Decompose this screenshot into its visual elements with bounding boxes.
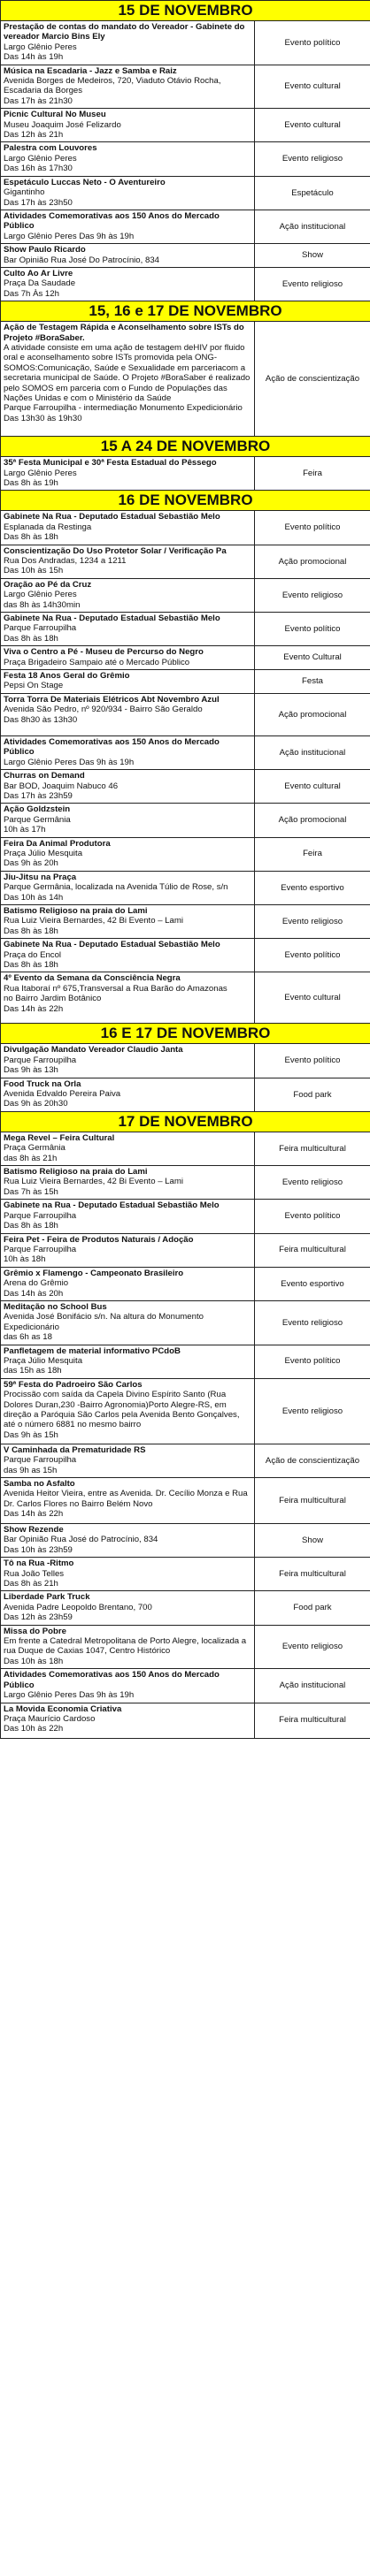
event-info: Parque Farroupilha - intermediação Monumento Expedicionário (4, 403, 243, 414)
event-details (1, 1267, 255, 1300)
event-info: Das 8h às 21h (4, 1579, 58, 1589)
event-info: Bar Opinião Rua José do Patrocínio, 834 (4, 1535, 158, 1545)
event-info: Das 9h às 15h (4, 1429, 58, 1440)
event-title: Espetáculo Luccas Neto - O Aventureiro (4, 177, 166, 187)
event-info: das 8h às 14h30min (4, 599, 81, 610)
event-row (1, 972, 370, 1024)
event-category: Ação promocional (255, 693, 370, 735)
event-category: Feira (255, 837, 370, 871)
event-info: Avenida Heitor Vieira, entre as Avenida. Dr. Cecílio Monza e Rua Dr. Carlos Flores no Bairro Belém Novo (4, 1489, 248, 1509)
event-row (1, 21, 370, 65)
event-row (1, 1524, 370, 1558)
date-header: 15, 16 e 17 DE NOVEMBRO (1, 301, 370, 322)
event-details (1, 693, 255, 735)
event-row (1, 545, 370, 578)
event-info: das 8h às 21h (4, 1153, 58, 1163)
event-info: Praça Germânia (4, 1143, 66, 1154)
event-details (1, 1378, 255, 1444)
event-info: Rua Dos Andradas, 1234 a 1211 (4, 556, 127, 566)
event-details (1, 1478, 255, 1524)
event-info: Largo Glênio Peres Das 9h às 19h (4, 231, 135, 241)
event-category: Feira multicultural (255, 1558, 370, 1591)
event-title: Conscientização Do Uso Protetor Solar / Verificação Pa (4, 545, 227, 556)
event-category: Ação institucional (255, 1669, 370, 1703)
event-info: Largo Glênio Peres Das 9h às 19h (4, 757, 135, 767)
event-row (1, 267, 370, 301)
event-title: Samba no Asfalto (4, 1479, 75, 1489)
event-title: Gabinete na Rua - Deputado Estadual Sebastião Melo (4, 1200, 220, 1211)
event-info: Largo Glênio Peres (4, 468, 77, 478)
event-info: das 6h as 18 (4, 1332, 52, 1343)
event-title: Atividades Comemorativas aos 150 Anos do Mercado Público (4, 1670, 220, 1690)
event-row (1, 939, 370, 972)
event-details (1, 1132, 255, 1165)
event-title: Oração ao Pé da Cruz (4, 579, 92, 590)
event-row (1, 1044, 370, 1078)
event-info: Avenida Padre Leopoldo Brentano, 700 (4, 1602, 152, 1612)
event-info: Das 17h às 23h50 (4, 197, 73, 208)
event-category: Evento esportivo (255, 1267, 370, 1300)
event-info: Das 8h às 18h (4, 926, 58, 936)
event-info: Das 14h às 22h (4, 1509, 64, 1520)
event-info: Das 7h Às 12h (4, 288, 59, 299)
event-details (1, 511, 255, 545)
event-row (1, 1558, 370, 1591)
event-category: Ação promocional (255, 545, 370, 578)
event-category: Feira (255, 457, 370, 491)
date-header: 15 A 24 DE NOVEMBRO (1, 437, 370, 457)
event-title: V Caminhada da Prematuridade RS (4, 1444, 146, 1455)
event-category: Festa (255, 670, 370, 694)
event-info: Largo Glênio Peres (4, 42, 77, 52)
event-title: Gabinete Na Rua - Deputado Estadual Sebastião Melo (4, 940, 220, 950)
event-row (1, 176, 370, 210)
event-title: Show Paulo Ricardo (4, 245, 86, 255)
event-info: Das 9h às 20h (4, 858, 58, 869)
event-category: Food park (255, 1591, 370, 1625)
event-category: Evento religioso (255, 142, 370, 176)
event-details (1, 1444, 255, 1477)
event-category: Ação de conscientização (255, 322, 370, 437)
event-category: Evento religioso (255, 1625, 370, 1669)
event-row (1, 1669, 370, 1703)
event-category: Evento cultural (255, 770, 370, 804)
event-category: Feira multicultural (255, 1233, 370, 1267)
event-info: Rua Itaboraí nº 675,Transversal a Rua Barão do Amazonas (4, 983, 227, 994)
event-details (1, 142, 255, 176)
date-header-row (1, 1111, 370, 1132)
event-info: 10h às 17h (4, 825, 46, 835)
event-details (1, 176, 255, 210)
event-title: Palestra com Louvores (4, 143, 97, 154)
event-category: Evento religioso (255, 904, 370, 938)
event-row (1, 1166, 370, 1200)
event-info: Das 14h às 20h (4, 1288, 64, 1299)
event-details (1, 578, 255, 612)
event-row (1, 837, 370, 871)
event-info: Das 17h às 23h59 (4, 790, 73, 801)
event-category: Evento religioso (255, 1166, 370, 1200)
event-details (1, 804, 255, 837)
event-category: Evento religioso (255, 578, 370, 612)
event-info: Das 8h às 18h (4, 1221, 58, 1231)
event-category: Evento cultural (255, 972, 370, 1024)
event-category: Feira multicultural (255, 1478, 370, 1524)
event-details (1, 1233, 255, 1267)
event-row (1, 578, 370, 612)
event-info: Parque Germânia, localizada na Avenida Túlio de Rose, s/n (4, 882, 228, 893)
event-info: Das 8h às 19h (4, 477, 58, 488)
event-title: 4º Evento da Semana da Consciência Negra (4, 973, 181, 984)
event-row (1, 770, 370, 804)
event-info: Das 8h30 às 13h30 (4, 714, 78, 725)
event-row (1, 1478, 370, 1524)
event-category: Food park (255, 1078, 370, 1111)
event-info: Das 13h30 às 19h30 (4, 413, 82, 423)
event-info: A atividade consiste em uma ação de testagem deHIV por fluido oral e aconselhamento sobre ISTs promovida pela ONG-SOMOS:Comunicação, Saúde e Sexualidade em parceriacom a secretaria municipal de Saúde. O Projeto #BoraSaber é realizado pelo SOMOS em parceria com o Fundo de Populações das Nações Unidas e com o Ministério da Saúde (4, 342, 251, 403)
event-title: Batismo Religioso na praia do Lami (4, 905, 148, 916)
event-details (1, 1591, 255, 1625)
event-title: Mega Revel – Feira Cultural (4, 1132, 115, 1143)
event-row (1, 1200, 370, 1233)
event-row (1, 210, 370, 243)
event-info: Rua João Telles (4, 1568, 65, 1579)
event-row (1, 1300, 370, 1345)
event-info: Das 10h às 23h59 (4, 1544, 73, 1555)
event-row (1, 1233, 370, 1267)
event-title: 35ª Festa Municipal e 30ª Festa Estadual do Pêssego (4, 458, 217, 469)
event-row (1, 109, 370, 142)
event-row (1, 1132, 370, 1165)
event-title: Food Truck na Orla (4, 1078, 81, 1089)
event-info: Esplanada da Restinga (4, 522, 92, 532)
event-title: Gabinete Na Rua - Deputado Estadual Sebastião Melo (4, 512, 220, 522)
event-details (1, 1558, 255, 1591)
event-row (1, 1345, 370, 1378)
event-row (1, 142, 370, 176)
event-category: Evento Cultural (255, 646, 370, 670)
event-title: Viva o Centro a Pé - Museu de Percurso do Negro (4, 647, 204, 658)
date-header: 16 E 17 DE NOVEMBRO (1, 1024, 370, 1044)
event-info: Das 10h às 22h (4, 1724, 64, 1734)
event-row (1, 670, 370, 694)
event-info: Bar BOD, Joaquim Nabuco 46 (4, 781, 119, 791)
event-category: Evento político (255, 613, 370, 646)
event-title: Ação de Testagem Rápida e Aconselhamento sobre ISTs do Projeto #BoraSaber. (4, 323, 244, 343)
event-title: Divulgação Mandato Vereador Claudio Janta (4, 1045, 183, 1056)
event-title: Jiu-Jitsu na Praça (4, 872, 77, 882)
event-info: Parque Farroupilha (4, 623, 77, 634)
event-category: Evento cultural (255, 109, 370, 142)
event-info: Largo Glênio Peres Das 9h às 19h (4, 1690, 135, 1701)
event-info: Das 8h às 18h (4, 532, 58, 543)
event-info: Bar Opinião Rua José Do Patrocínio, 834 (4, 255, 159, 265)
event-info: Praça Brigadeiro Sampaio até o Mercado Público (4, 657, 190, 667)
event-category: Evento religioso (255, 1300, 370, 1345)
event-row (1, 457, 370, 491)
event-info: Rua Luiz Vieira Bernardes, 42 Bi Evento – Lami (4, 1177, 184, 1187)
event-details (1, 244, 255, 268)
event-details (1, 109, 255, 142)
event-category: Evento político (255, 1345, 370, 1378)
event-details (1, 65, 255, 109)
event-category: Evento político (255, 1044, 370, 1078)
event-category: Feira multicultural (255, 1703, 370, 1738)
event-info: das 15h as 18h (4, 1366, 62, 1376)
event-row (1, 646, 370, 670)
event-info: Procissão com saída da Capela Divino Espírito Santo (Rua Dolores Duran,230 -Bairro Agronomia)Porto Alegre-RS, em direção a Paróquia São Carlos pela Avenida Bento Gonçalves, até o número 6881 no mesmo bairro (4, 1390, 240, 1430)
event-details (1, 1300, 255, 1345)
event-details (1, 972, 255, 1024)
event-category: Ação promocional (255, 804, 370, 837)
event-title: Gabinete Na Rua - Deputado Estadual Sebastião Melo (4, 614, 220, 624)
event-info: Parque Farroupilha (4, 1244, 77, 1254)
event-row (1, 871, 370, 904)
event-details (1, 1524, 255, 1558)
event-category: Ação institucional (255, 210, 370, 243)
event-details (1, 545, 255, 578)
event-title: Batismo Religioso na praia do Lami (4, 1167, 148, 1177)
event-info: Gigantinho (4, 187, 45, 198)
event-info: Praça do Encol (4, 949, 62, 960)
event-info: Das 14h às 22h (4, 1003, 64, 1014)
event-category: Evento cultural (255, 65, 370, 109)
date-header-row (1, 1024, 370, 1044)
event-details (1, 837, 255, 871)
event-info: 10h às 18h (4, 1254, 46, 1265)
date-header-row (1, 301, 370, 322)
event-title: 59ª Festa do Padroeiro São Carlos (4, 1379, 143, 1390)
event-title: Liberdade Park Truck (4, 1592, 90, 1603)
event-category: Feira multicultural (255, 1132, 370, 1165)
event-info: das 9h as 15h (4, 1465, 58, 1475)
event-title: Feira Pet - Feira de Produtos Naturais / Adoção (4, 1234, 194, 1245)
event-info: Praça Da Saudade (4, 278, 76, 289)
date-header-row (1, 437, 370, 457)
event-info: Avenida Edvaldo Pereira Paiva (4, 1089, 121, 1100)
event-title: Show Rezende (4, 1525, 64, 1535)
event-info: Parque Farroupilha (4, 1455, 77, 1466)
date-header-row (1, 491, 370, 511)
event-row (1, 904, 370, 938)
event-row (1, 1591, 370, 1625)
event-info: Das 10h às 14h (4, 892, 64, 903)
event-details (1, 1044, 255, 1078)
event-row (1, 1703, 370, 1738)
event-row (1, 322, 370, 437)
date-header: 17 DE NOVEMBRO (1, 1111, 370, 1132)
event-category: Ação institucional (255, 735, 370, 769)
event-info: Das 8h às 18h (4, 633, 58, 644)
event-details (1, 1669, 255, 1703)
event-title: Feira Da Animal Produtora (4, 838, 111, 849)
event-category: Evento político (255, 1200, 370, 1233)
event-info: Das 10h às 15h (4, 566, 64, 576)
event-info: Das 8h às 18h (4, 960, 58, 970)
event-details (1, 1166, 255, 1200)
event-row (1, 804, 370, 837)
event-title: Torra Torra De Materiais Elétricos Abt Novembro Azul (4, 694, 220, 705)
event-title: Prestação de contas do mandato do Vereador - Gabinete do vereador Marcio Bins Ely (4, 22, 245, 42)
event-details (1, 322, 255, 437)
event-title: Meditação no School Bus (4, 1301, 107, 1312)
event-details (1, 21, 255, 65)
event-title: Ação Goldzstein (4, 804, 71, 815)
event-details (1, 267, 255, 301)
event-details (1, 1200, 255, 1233)
event-details (1, 770, 255, 804)
event-info: Praça Júlio Mesquita (4, 1355, 83, 1366)
event-category: Evento político (255, 939, 370, 972)
event-details (1, 1625, 255, 1669)
event-category: Evento político (255, 511, 370, 545)
event-row (1, 735, 370, 769)
event-details (1, 210, 255, 243)
event-title: Atividades Comemorativas aos 150 Anos do Mercado Público (4, 736, 220, 758)
event-row (1, 1267, 370, 1300)
event-title: Atividades Comemorativas aos 150 Anos do Mercado Público (4, 210, 220, 232)
event-info: no Bairro Jardim Botânico (4, 994, 102, 1004)
event-row (1, 1078, 370, 1111)
event-title: Festa 18 Anos Geral do Grêmio (4, 671, 130, 682)
event-info: Parque Farroupilha (4, 1210, 77, 1221)
event-details (1, 613, 255, 646)
event-details (1, 670, 255, 694)
event-info: Arena do Grêmio (4, 1278, 69, 1289)
event-category: Show (255, 1524, 370, 1558)
event-row (1, 1378, 370, 1444)
event-info: Parque Germânia (4, 814, 71, 825)
event-title: Churras on Demand (4, 771, 85, 781)
event-category: Evento religioso (255, 1378, 370, 1444)
event-title: La Movida Economia Criativa (4, 1703, 122, 1714)
event-title: Culto Ao Ar Livre (4, 268, 73, 278)
event-info: Rua Luiz Vieira Bernardes, 42 Bi Evento – Lami (4, 916, 184, 926)
event-info: Das 16h às 17h30 (4, 164, 73, 174)
event-category: Show (255, 244, 370, 268)
event-row (1, 1444, 370, 1477)
event-info: Avenida São Pedro, nº 920/934 - Bairro São Geraldo (4, 705, 203, 715)
event-details (1, 1703, 255, 1738)
event-details (1, 1345, 255, 1378)
event-category: Evento religioso (255, 267, 370, 301)
event-details (1, 646, 255, 670)
event-info: Pepsi On Stage (4, 681, 64, 691)
event-info: Das 10h às 18h (4, 1656, 64, 1666)
event-info: Avenida José Bonifácio s/n. Na altura do Monumento Expedicionário (4, 1312, 204, 1332)
event-title: Tô na Rua -Ritmo (4, 1559, 74, 1569)
event-info: Das 9h às 13h (4, 1065, 58, 1076)
event-info: Das 14h às 19h (4, 52, 64, 63)
event-info: Praça Maurício Cardoso (4, 1713, 96, 1724)
event-details (1, 1078, 255, 1111)
event-details (1, 735, 255, 769)
event-title: Música na Escadaria - Jazz e Samba e Raiz (4, 65, 177, 76)
event-row (1, 511, 370, 545)
event-info: Praça Júlio Mesquita (4, 848, 83, 858)
event-title: Missa do Pobre (4, 1626, 66, 1636)
event-info: Largo Glênio Peres (4, 590, 77, 600)
event-info: Em frente a Catedral Metropolitana de Porto Alegre, localizada a rua Duque de Caxias 1047, Centro Histórico (4, 1636, 247, 1657)
event-row (1, 1625, 370, 1669)
date-header: 15 DE NOVEMBRO (1, 1, 370, 21)
date-header-row (1, 1, 370, 21)
event-info: Museu Joaquim José Felizardo (4, 119, 121, 130)
event-info: Parque Farroupilha (4, 1055, 77, 1065)
event-row (1, 613, 370, 646)
event-row (1, 244, 370, 268)
event-title: Picnic Cultural No Museu (4, 110, 106, 120)
event-info: Das 12h às 23h59 (4, 1612, 73, 1623)
event-category: Espetáculo (255, 176, 370, 210)
event-info: Largo Glênio Peres (4, 153, 77, 164)
event-details (1, 904, 255, 938)
event-info: Avenida Borges de Medeiros, 720, Viaduto Otávio Rocha, Escadaria da Borges (4, 76, 221, 96)
event-title: Panfletagem de material informativo PCdoB (4, 1345, 181, 1356)
event-details (1, 939, 255, 972)
event-row (1, 65, 370, 109)
event-details (1, 457, 255, 491)
event-info: Das 17h às 21h30 (4, 95, 73, 106)
event-info: Das 7h às 15h (4, 1186, 58, 1197)
event-category: Ação de conscientização (255, 1444, 370, 1477)
event-info: Das 9h às 20h30 (4, 1099, 68, 1109)
event-category: Evento político (255, 21, 370, 65)
date-header: 16 DE NOVEMBRO (1, 491, 370, 511)
event-info: Das 12h às 21h (4, 130, 64, 141)
event-details (1, 871, 255, 904)
event-category: Evento esportivo (255, 871, 370, 904)
event-row (1, 693, 370, 735)
event-title: Grêmio x Flamengo - Campeonato Brasileiro (4, 1268, 184, 1278)
